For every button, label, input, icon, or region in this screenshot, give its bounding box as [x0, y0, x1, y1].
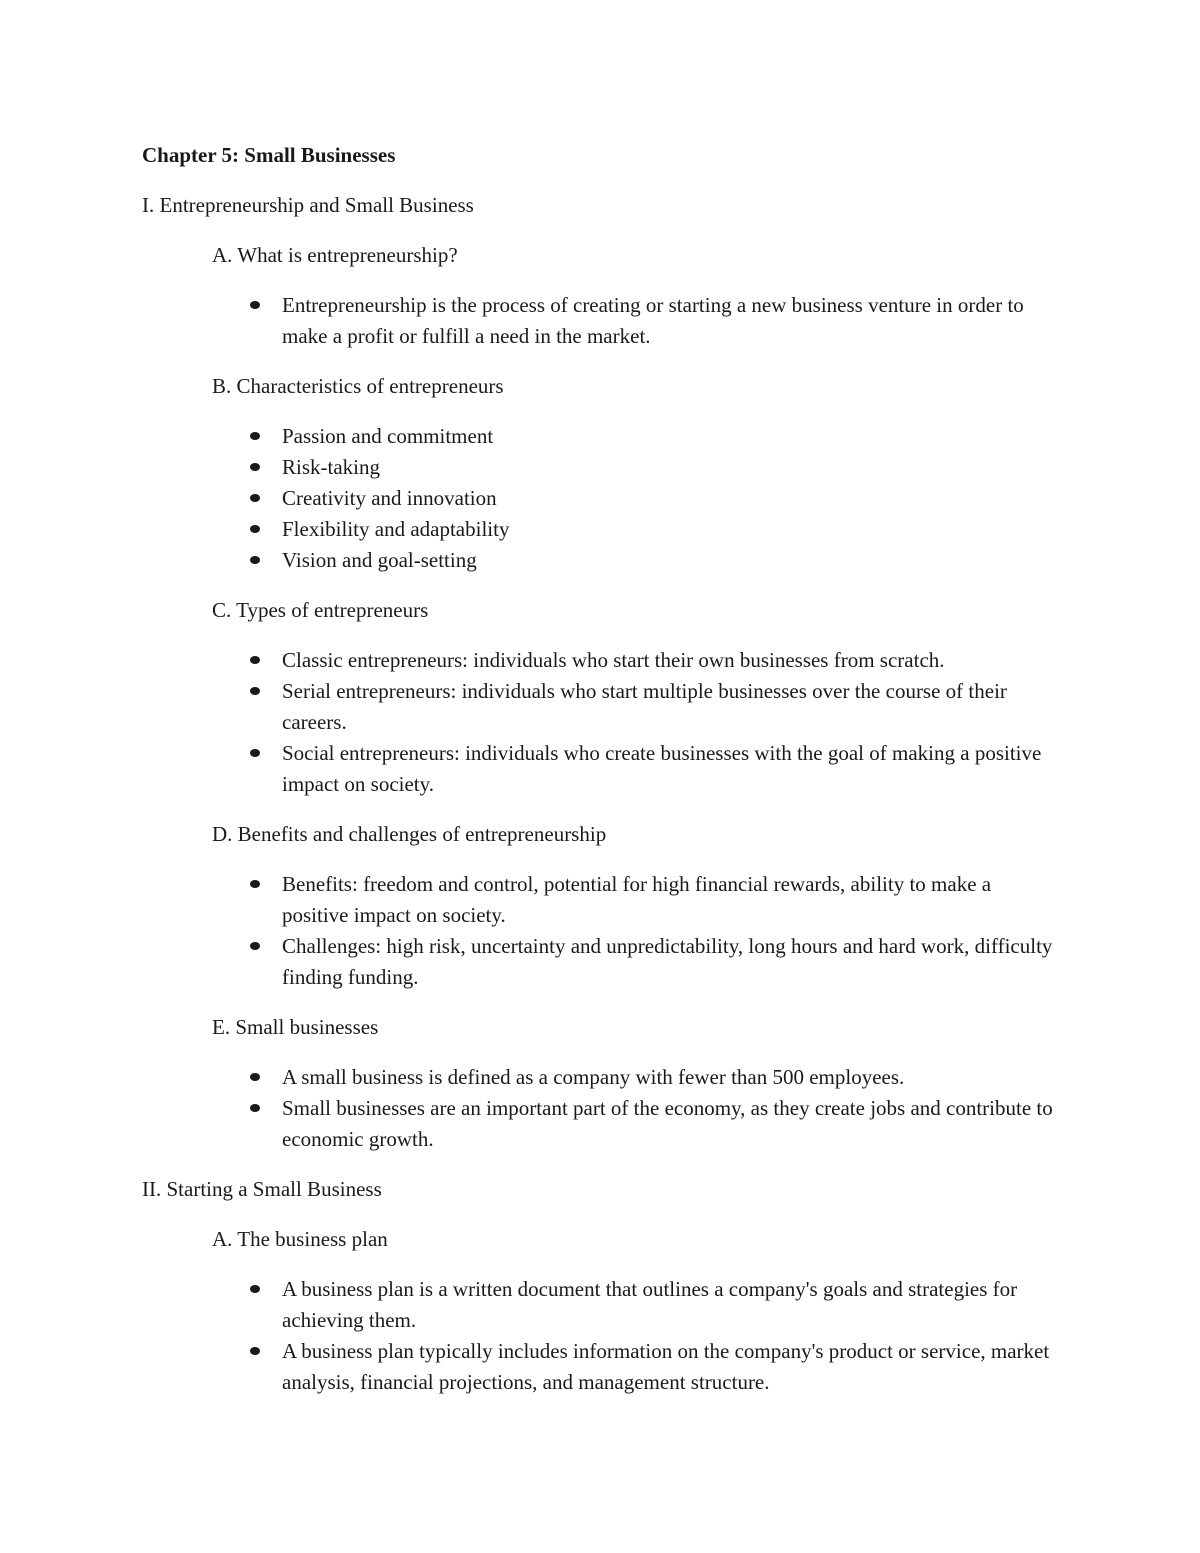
list-item	[282, 1062, 1062, 1093]
list-item-text: Vision and goal-setting	[282, 548, 477, 572]
bullet-list	[142, 869, 1062, 993]
list-item-text: Flexibility and adaptability	[282, 517, 510, 541]
bullet-icon	[250, 494, 260, 502]
list-item-text: Challenges: high risk, uncertainty and unpredictability, long hours and hard work, difficulty finding funding.	[282, 934, 1053, 989]
list-item	[282, 931, 1062, 993]
list-item-text: Small businesses are an important part of the economy, as they create jobs and contribute to economic growth.	[282, 1096, 1053, 1151]
list-item-text: Creativity and innovation	[282, 486, 497, 510]
bullet-icon	[250, 1347, 260, 1355]
list-item	[282, 738, 1062, 800]
list-item-text: Entrepreneurship is the process of creating or starting a new business venture in order to make a profit or fulfill a need in the market.	[282, 293, 1024, 348]
list-item-text: Benefits: freedom and control, potential for high financial rewards, ability to make a positive impact on society.	[282, 872, 992, 927]
bullet-icon	[250, 1285, 260, 1293]
bullet-icon	[250, 556, 260, 564]
bullet-list	[142, 290, 1062, 352]
list-item	[282, 483, 1062, 514]
list-item	[282, 514, 1062, 545]
bullet-icon	[250, 301, 260, 309]
list-item-text: Classic entrepreneurs: individuals who start their own businesses from scratch.	[282, 648, 945, 672]
list-item-text: A small business is defined as a company with fewer than 500 employees.	[282, 1065, 905, 1089]
list-item	[282, 1274, 1062, 1336]
bullet-icon	[250, 525, 260, 533]
bullet-icon	[250, 1104, 260, 1112]
list-item	[282, 1336, 1062, 1398]
list-item-text: Social entrepreneurs: individuals who create businesses with the goal of making a positive impact on society.	[282, 741, 1042, 796]
list-item	[282, 452, 1062, 483]
bullet-list	[142, 1062, 1062, 1155]
list-item	[282, 421, 1062, 452]
section-heading: II. Starting a Small Business	[142, 1177, 382, 1201]
document-page	[142, 140, 1062, 1417]
bullet-icon	[250, 942, 260, 950]
list-item-text: A business plan typically includes information on the company's product or service, market analysis, financial projections, and management structure.	[282, 1339, 1050, 1394]
list-item-text: Risk-taking	[282, 455, 380, 479]
bullet-icon	[250, 749, 260, 757]
bullet-list	[142, 645, 1062, 800]
list-item-text: Serial entrepreneurs: individuals who start multiple businesses over the course of their careers.	[282, 679, 1007, 734]
subsection-heading: B. Characteristics of entrepreneurs	[212, 374, 504, 398]
list-item	[282, 545, 1062, 576]
list-item	[282, 645, 1062, 676]
section-heading: I. Entrepreneurship and Small Business	[142, 193, 474, 217]
list-item	[282, 869, 1062, 931]
document-content	[142, 190, 1062, 1398]
bullet-list	[142, 421, 1062, 576]
bullet-icon	[250, 880, 260, 888]
bullet-icon	[250, 656, 260, 664]
bullet-list	[142, 1274, 1062, 1398]
list-item-text: Passion and commitment	[282, 424, 494, 448]
list-item	[282, 290, 1062, 352]
subsection-heading: A. The business plan	[212, 1227, 388, 1251]
document-title: Chapter 5: Small Businesses	[142, 143, 396, 167]
list-item	[282, 676, 1062, 738]
bullet-icon	[250, 463, 260, 471]
subsection-heading: E. Small businesses	[212, 1015, 379, 1039]
bullet-icon	[250, 1073, 260, 1081]
list-item-text: A business plan is a written document that outlines a company's goals and strategies for achieving them.	[282, 1277, 1018, 1332]
bullet-icon	[250, 687, 260, 695]
list-item	[282, 1093, 1062, 1155]
subsection-heading: A. What is entrepreneurship?	[212, 243, 458, 267]
bullet-icon	[250, 432, 260, 440]
subsection-heading: D. Benefits and challenges of entrepreneurship	[212, 822, 607, 846]
subsection-heading: C. Types of entrepreneurs	[212, 598, 429, 622]
